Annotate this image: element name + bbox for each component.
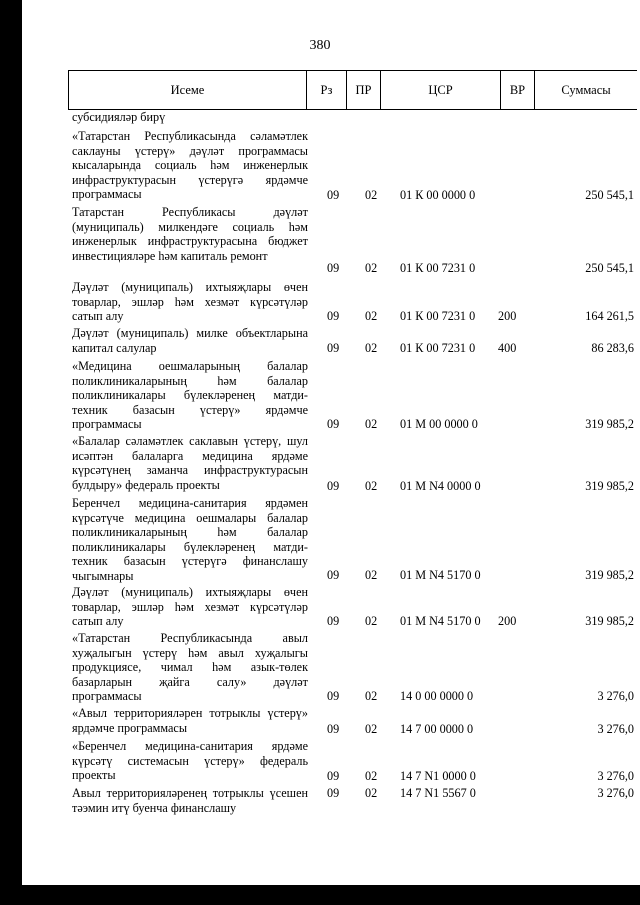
row-pr: 02 (365, 187, 378, 202)
row-pr: 02 (365, 785, 378, 800)
row-rz: 09 (327, 688, 340, 703)
row-name: Дәүләт (муниципаль) милке объектларына капитал салулар (72, 326, 308, 355)
row-pr: 02 (365, 567, 378, 582)
row-rz: 09 (327, 416, 340, 431)
row-csr: 01 К 00 7231 0 (400, 308, 476, 323)
column-header-rz: Рз (307, 71, 347, 109)
row-sum: 86 283,6 (591, 340, 634, 355)
table-row (70, 359, 636, 431)
table-row (70, 205, 636, 275)
row-rz: 09 (327, 260, 340, 275)
row-pr: 02 (365, 721, 378, 736)
row-name: Авыл территорияләренең тотрыклы үсешен тәэмин итү буенча финанслашу (72, 786, 308, 815)
row-sum: 250 545,1 (585, 187, 634, 202)
row-name: «Медицина оешмаларының балалар поликлиникаларының һәм балалар поликлиникалары бүлекләренең матди-техник базасын үстерү» ярдәмче программасы (72, 359, 308, 431)
carryover-row (70, 110, 636, 125)
table-row (70, 434, 636, 493)
row-vr: 400 (498, 340, 517, 355)
column-header-csr: ЦСР (381, 71, 501, 109)
table-row (70, 496, 636, 582)
row-name: «Беренчел медицина-санитария ярдәме күрсәтү системасын үстерү» федераль проекты (72, 739, 308, 782)
row-rz: 09 (327, 768, 340, 783)
row-pr: 02 (365, 308, 378, 323)
table-row (70, 326, 636, 355)
row-vr: 200 (498, 308, 517, 323)
row-sum: 319 985,2 (585, 567, 634, 582)
row-csr: 01 М N4 5170 0 (400, 613, 481, 628)
row-sum: 319 985,2 (585, 416, 634, 431)
row-pr: 02 (365, 340, 378, 355)
row-name: «Балалар сәламәтлек саклавын үстерү, шул исәптән балаларга медицина ярдәме күрсәтүнең заманча инфраструктурасын булдыру» федераль проекты (72, 434, 308, 492)
row-pr: 02 (365, 688, 378, 703)
row-csr: 01 К 00 7231 0 (400, 340, 476, 355)
row-rz: 09 (327, 567, 340, 582)
row-rz: 09 (327, 340, 340, 355)
row-sum: 3 276,0 (597, 785, 634, 800)
row-rz: 09 (327, 478, 340, 493)
row-sum: 3 276,0 (597, 721, 634, 736)
column-header-sum: Суммасы (561, 83, 611, 97)
row-pr: 02 (365, 416, 378, 431)
row-csr: 14 7 N1 5567 0 (400, 785, 476, 800)
table-header (68, 70, 637, 110)
table-row (70, 786, 636, 815)
row-csr: 14 7 N1 0000 0 (400, 768, 476, 783)
row-csr: 01 К 00 0000 0 (400, 187, 476, 202)
row-sum: 164 261,5 (585, 308, 634, 323)
scan-border-left (0, 0, 22, 905)
row-rz: 09 (327, 187, 340, 202)
row-sum: 250 545,1 (585, 260, 634, 275)
row-csr: 14 7 00 0000 0 (400, 721, 474, 736)
table-row (70, 706, 636, 736)
row-name: «Татарстан Республикасында сәламәтлек саклауны үстерү» дәүләт программасы кысаларында социаль һәм инженерлык инфраструктурасын үстерүгә ярдәмче программасы (72, 129, 308, 201)
row-rz: 09 (327, 613, 340, 628)
table-row (70, 739, 636, 783)
table-row (70, 631, 636, 703)
row-name: «Татарстан Республикасында авыл хуҗалыгын үстерү һәм авыл хуҗалыгы продукциясе, чимал һәм азык-төлек базарларын җайга салу» дәүләт программасы (72, 631, 308, 703)
column-header-pr: ПР (347, 71, 381, 109)
row-csr: 01 К 00 7231 0 (400, 260, 476, 275)
row-sum: 3 276,0 (597, 768, 634, 783)
table-row (70, 280, 636, 323)
row-rz: 09 (327, 785, 340, 800)
row-name: Татарстан Республикасы дәүләт (муниципаль) милкендәге социаль һәм инженерлык инфраструктурасына бюджет инвестицияләре һәм капиталь ремонт (72, 205, 308, 263)
column-header-name: Исеме (69, 71, 307, 109)
row-name: Дәүләт (муниципаль) ихтыяҗлары өчен товарлар, эшләр һәм хезмәт күрсәтүләр сатып алу (72, 585, 308, 628)
row-vr: 200 (498, 613, 517, 628)
scan-border-bottom (0, 885, 640, 905)
row-pr: 02 (365, 613, 378, 628)
row-name: «Авыл территорияләрен тотрыклы үстерү» ярдәмче программасы (72, 706, 308, 735)
row-name: Дәүләт (муниципаль) ихтыяҗлары өчен товарлар, эшләр һәм хезмәт күрсәтүләр сатып алу (72, 280, 308, 323)
row-csr: 01 М N4 5170 0 (400, 567, 481, 582)
row-csr: 01 М 00 0000 0 (400, 416, 478, 431)
row-name: субсидияләр бирү (72, 110, 166, 124)
row-pr: 02 (365, 478, 378, 493)
row-csr: 01 М N4 0000 0 (400, 478, 481, 493)
row-sum: 319 985,2 (585, 613, 634, 628)
column-header-vr: ВР (501, 71, 535, 109)
row-rz: 09 (327, 308, 340, 323)
row-rz: 09 (327, 721, 340, 736)
row-pr: 02 (365, 260, 378, 275)
row-sum: 319 985,2 (585, 478, 634, 493)
page-number: 380 (309, 38, 331, 53)
table-row (70, 129, 636, 202)
row-csr: 14 0 00 0000 0 (400, 688, 474, 703)
row-pr: 02 (365, 768, 378, 783)
table-row (70, 585, 636, 628)
row-name: Беренчел медицина-санитария ярдәмен күрсәтүче медицина оешмалары балалар поликлиникаларының һәм балалар поликлиникалары бүлекләренең матди-техник базасын үстерүгә финанслашу чыгымнары (72, 496, 308, 583)
row-sum: 3 276,0 (597, 688, 634, 703)
